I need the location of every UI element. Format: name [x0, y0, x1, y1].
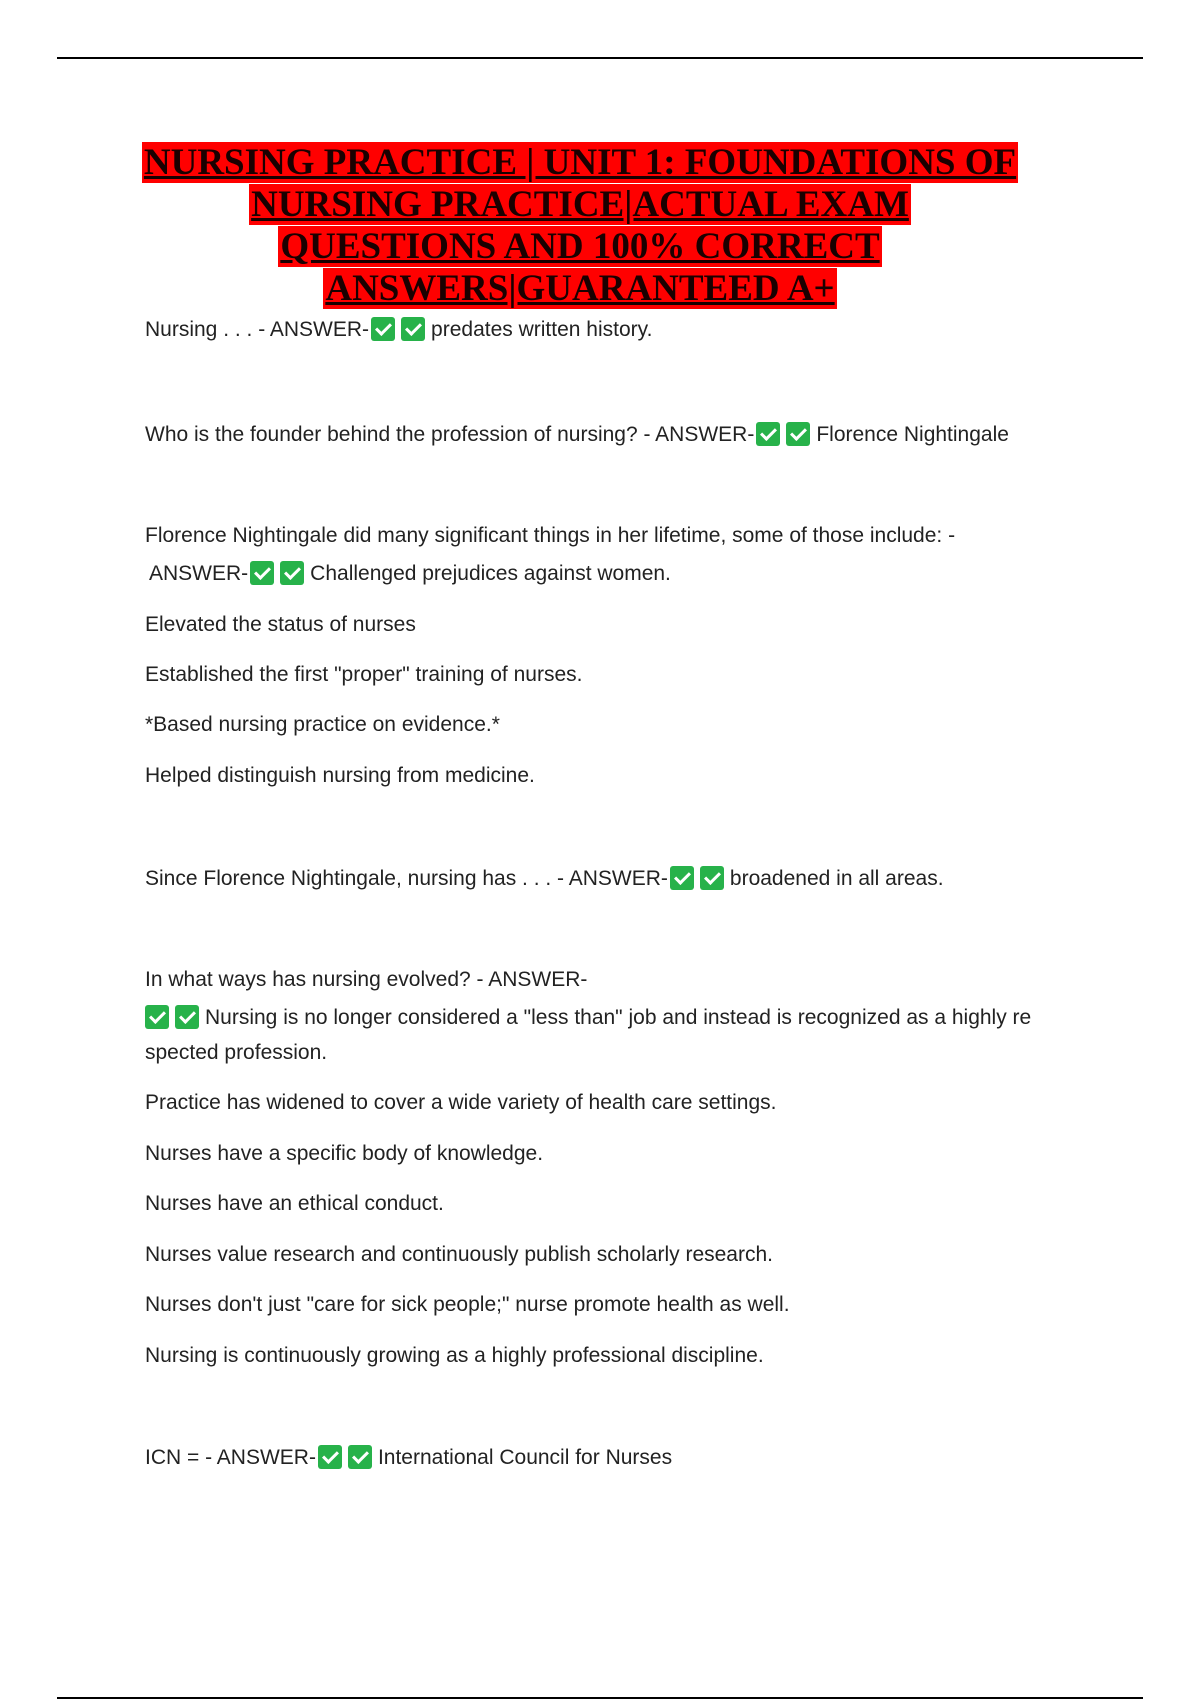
qa-item-3 [149, 561, 671, 587]
qa-item-4 [145, 866, 944, 892]
check-mark-icon [670, 866, 694, 890]
answer-line: Nurses have an ethical conduct. [145, 1192, 444, 1215]
check-mark-icon [348, 1445, 372, 1469]
title-line-4: ANSWERS|GUARANTEED A+ [325, 268, 835, 309]
answer-line: Helped distinguish nursing from medicine. [145, 764, 535, 787]
answer-line: Nurses value research and continuously publish scholarly research. [145, 1243, 773, 1266]
answer-text: International Council for Nurses [377, 1446, 673, 1469]
question-text: Nursing . . . - ANSWER- [145, 318, 370, 341]
question-text: Who is the founder behind the profession of nursing? - ANSWER- [145, 423, 755, 446]
check-mark-icon [756, 422, 780, 446]
answer-text: Florence Nightingale [816, 423, 1009, 446]
bottom-rule [57, 1697, 1143, 1699]
qa-item-5 [145, 1005, 1031, 1031]
title-line-3: QUESTIONS AND 100% CORRECT [280, 226, 880, 267]
question-text: ICN = - ANSWER- [145, 1446, 316, 1469]
answer-line: Nursing is continuously growing as a highly professional discipline. [145, 1344, 764, 1367]
question-text: Since Florence Nightingale, nursing has . . . - ANSWER- [145, 867, 668, 890]
answer-text: broadened in all areas. [729, 867, 944, 890]
answer-line: Practice has widened to cover a wide variety of health care settings. [145, 1091, 777, 1114]
answer-text: Nursing is no longer considered a "less than" job and instead is recognized as a highly re [205, 1006, 1032, 1029]
qa-item-1 [145, 317, 652, 343]
question-text: Florence Nightingale did many significant things in her lifetime, some of those include: - [145, 524, 956, 547]
check-mark-icon [371, 317, 395, 341]
check-mark-icon [250, 561, 274, 585]
check-mark-icon [786, 422, 810, 446]
answer-line: Elevated the status of nurses [145, 613, 416, 636]
question-text: ANSWER- [149, 562, 249, 585]
answer-text: Challenged prejudices against women. [310, 562, 671, 585]
check-mark-icon [280, 561, 304, 585]
answer-line: spected profession. [145, 1041, 328, 1064]
answer-line: Nurses don't just "care for sick people;" nurse promote health as well. [145, 1293, 790, 1316]
answer-line: *Based nursing practice on evidence.* [145, 713, 500, 736]
qa-item-2 [145, 422, 1009, 448]
title-line-1: NURSING PRACTICE | UNIT 1: FOUNDATIONS OF [143, 142, 1017, 183]
check-mark-icon [175, 1005, 199, 1029]
title-line-2: NURSING PRACTICE|ACTUAL EXAM [251, 184, 909, 225]
check-mark-icon [318, 1445, 342, 1469]
document-title [130, 142, 1030, 310]
answer-text: predates written history. [431, 318, 653, 341]
question-text: In what ways has nursing evolved? - ANSWER- [145, 968, 588, 991]
top-rule [57, 57, 1143, 59]
qa-item-6 [145, 1445, 672, 1471]
answer-line: Nurses have a specific body of knowledge. [145, 1142, 544, 1165]
check-mark-icon [145, 1005, 169, 1029]
answer-line: Established the first "proper" training of nurses. [145, 663, 583, 686]
check-mark-icon [401, 317, 425, 341]
check-mark-icon [700, 866, 724, 890]
